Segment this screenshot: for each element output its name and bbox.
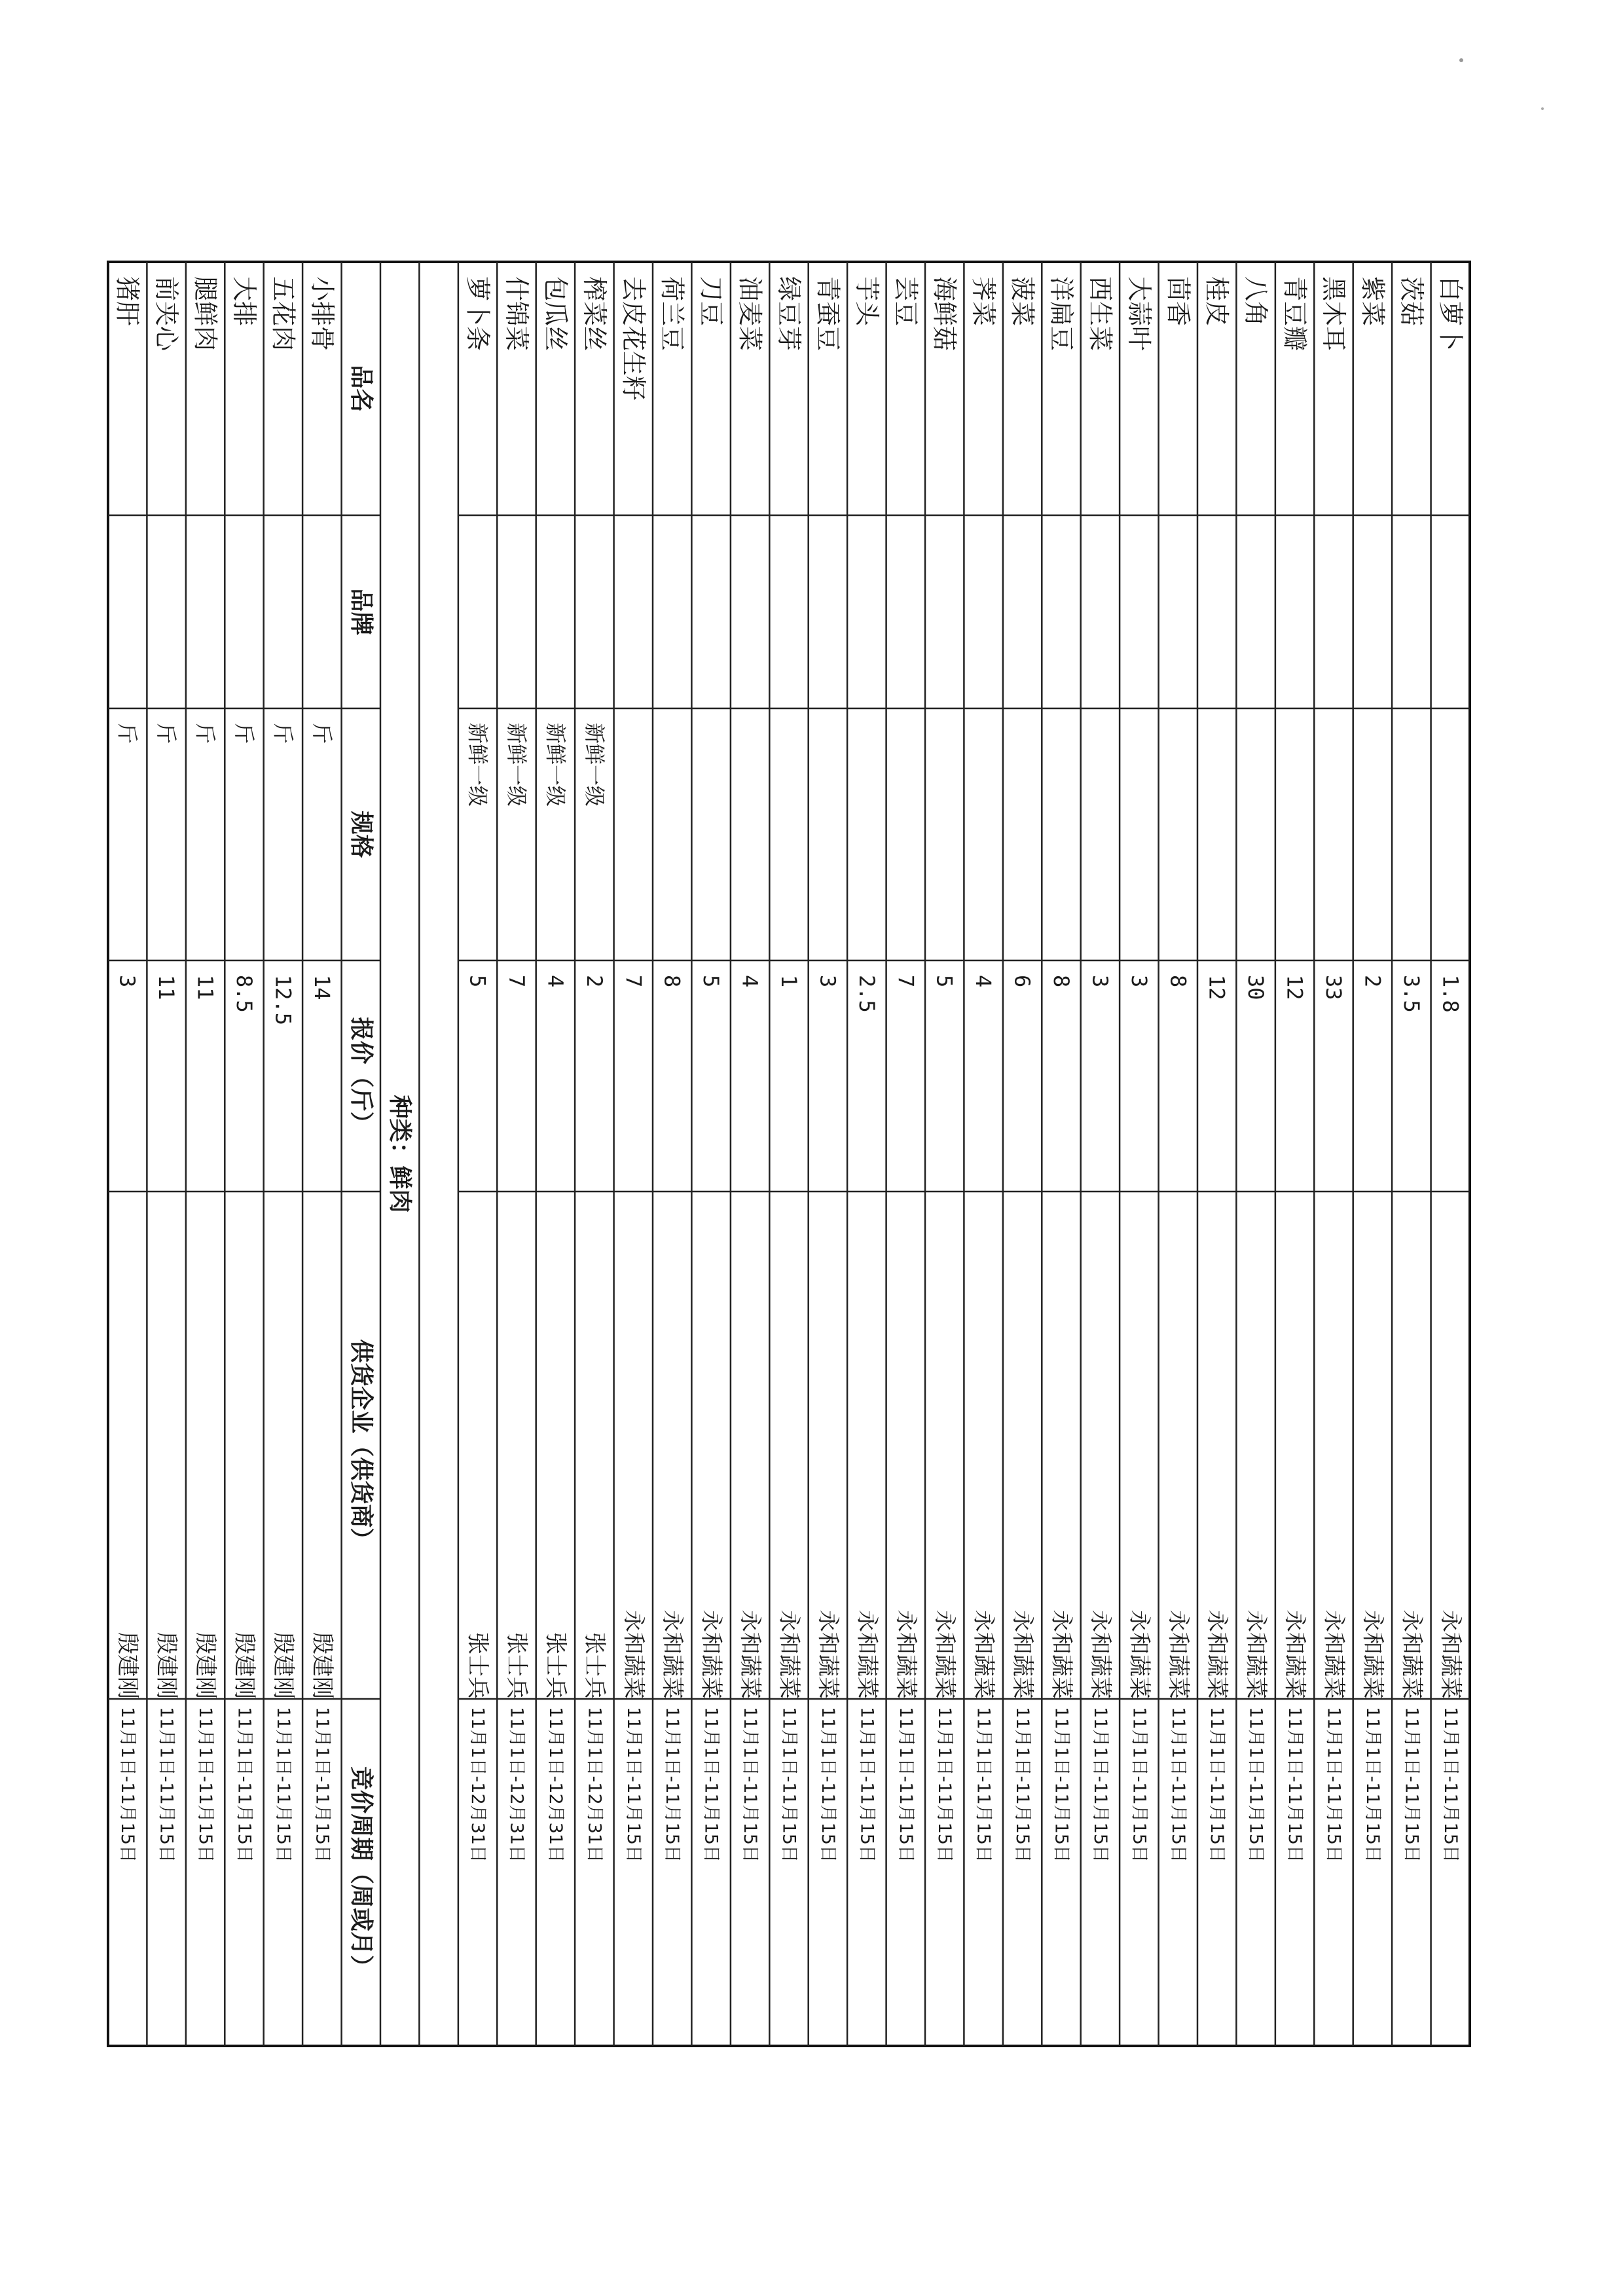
cell-name: 前夹心 [152, 276, 181, 352]
cell-name: 白萝卜 [1436, 276, 1465, 352]
cell-spec: 斤 [192, 723, 218, 744]
cell-price: 4 [971, 975, 996, 988]
cell-name: 黑木耳 [1319, 276, 1348, 352]
header-name: 品名 [347, 365, 374, 412]
cell-price: 2.5 [854, 975, 879, 1013]
cell-period: 11月1日-11月15日 [195, 1707, 216, 1863]
cell-supplier: 永和蔬菜 [1359, 1610, 1386, 1699]
cell-price: 7 [621, 975, 646, 988]
cell-name: 海鲜菇 [930, 276, 959, 352]
cell-supplier: 永和蔬菜 [1048, 1610, 1074, 1699]
cell-price: 33 [1321, 975, 1346, 1000]
cell-name: 大排 [230, 276, 259, 327]
cell-supplier: 永和蔬菜 [698, 1610, 725, 1699]
cell-price: 12 [1282, 975, 1307, 1000]
cell-name: 刀豆 [697, 276, 726, 327]
cell-name: 八角 [1241, 276, 1271, 327]
cell-supplier: 永和蔬菜 [1243, 1610, 1269, 1699]
scan-speck [1541, 107, 1544, 110]
cell-name: 腿鲜肉 [191, 276, 220, 352]
cell-price: 8 [659, 975, 685, 988]
cell-spec: 斤 [115, 723, 140, 744]
cell-name: 洋扁豆 [1047, 276, 1076, 352]
cell-supplier: 张士兵 [581, 1632, 608, 1699]
cell-price: 12.5 [270, 975, 296, 1026]
scan-speck [1459, 58, 1463, 62]
cell-price: 30 [1243, 975, 1269, 1000]
cell-name: 紫菜 [1358, 276, 1387, 327]
cell-period: 11月1日-11月15日 [1323, 1707, 1344, 1863]
cell-supplier: 永和蔬菜 [737, 1610, 763, 1699]
cell-name: 西生菜 [1085, 276, 1115, 352]
cell-period: 11月1日-11月15日 [117, 1707, 138, 1863]
cell-name: 什锦菜 [502, 276, 531, 352]
cell-period: 11月1日-11月15日 [662, 1707, 683, 1863]
cell-supplier: 永和蔬菜 [853, 1610, 880, 1699]
cell-spec: 新鲜一级 [543, 723, 568, 807]
cell-price: 4 [543, 975, 568, 988]
cell-period: 11月1日-11月15日 [1401, 1707, 1422, 1863]
cell-supplier: 永和蔬菜 [1398, 1610, 1425, 1699]
cell-name: 菠菜 [1008, 276, 1037, 327]
cell-price: 11 [192, 975, 218, 1000]
cell-supplier: 永和蔬菜 [970, 1610, 997, 1699]
cell-price: 4 [737, 975, 763, 988]
cell-price: 8 [1049, 975, 1074, 988]
cell-supplier: 永和蔬菜 [931, 1610, 958, 1699]
cell-period: 11月1日-11月15日 [272, 1707, 293, 1863]
cell-name: 青蚕豆 [813, 276, 843, 352]
cell-name: 荠菜 [969, 276, 998, 327]
cell-period: 11月1日-11月15日 [973, 1707, 994, 1863]
cell-price: 5 [699, 975, 724, 988]
header-spec: 规格 [347, 811, 374, 858]
cell-name: 去皮花生籽 [619, 276, 648, 401]
cell-supplier: 永和蔬菜 [1321, 1610, 1347, 1699]
cell-period: 11月1日-11月15日 [623, 1707, 644, 1863]
cell-price: 5 [932, 975, 957, 988]
cell-spec: 斤 [154, 723, 179, 744]
cell-period: 11月1日-11月15日 [1285, 1707, 1305, 1863]
cell-spec: 新鲜一级 [581, 723, 607, 807]
cell-name: 茨菇 [1396, 276, 1426, 327]
cell-period: 11月1日-11月15日 [1051, 1707, 1072, 1863]
cell-price: 7 [504, 975, 529, 988]
cell-period: 11月1日-11月15日 [934, 1707, 955, 1863]
cell-supplier: 永和蔬菜 [1009, 1610, 1036, 1699]
cell-name: 青豆瓣 [1280, 276, 1309, 352]
cell-name: 油麦菜 [735, 276, 765, 352]
header-supplier: 供货企业（供货商） [347, 1339, 374, 1552]
cell-price: 1.8 [1438, 975, 1463, 1013]
cell-period: 11月1日-11月15日 [701, 1707, 721, 1863]
cell-supplier: 永和蔬菜 [776, 1610, 802, 1699]
cell-supplier: 张士兵 [542, 1632, 569, 1699]
cell-supplier: 永和蔬菜 [659, 1610, 685, 1699]
cell-price: 3 [815, 975, 841, 988]
cell-spec: 斤 [232, 723, 257, 744]
cell-name: 芸豆 [891, 276, 921, 327]
cell-supplier: 永和蔬菜 [620, 1610, 647, 1699]
cell-price: 3 [115, 975, 140, 988]
cell-price: 2 [1360, 975, 1385, 988]
cell-price: 3.5 [1398, 975, 1424, 1013]
header-brand: 品牌 [347, 588, 374, 636]
cell-name: 包瓜丝 [541, 276, 570, 352]
cell-period: 11月1日-11月15日 [234, 1707, 255, 1863]
cell-period: 11月1日-11月15日 [740, 1707, 761, 1863]
cell-period: 11月1日-11月15日 [778, 1707, 799, 1863]
cell-period: 11月1日-11月15日 [817, 1707, 838, 1863]
cell-period: 11月1日-11月15日 [1089, 1707, 1110, 1863]
cell-supplier: 永和蔬菜 [1165, 1610, 1192, 1699]
cell-period: 11月1日-11月15日 [312, 1707, 333, 1863]
cell-price: 8.5 [232, 975, 257, 1013]
cell-period: 11月1日-12月31日 [584, 1707, 605, 1863]
cell-price: 3 [1087, 975, 1113, 988]
cell-price: 14 [309, 975, 335, 1000]
cell-period: 11月1日-11月15日 [1440, 1707, 1461, 1863]
cell-name: 榨菜丝 [579, 276, 609, 352]
cell-spec: 斤 [270, 723, 296, 744]
cell-price: 5 [465, 975, 490, 988]
cell-supplier: 殷建刚 [308, 1632, 335, 1699]
cell-supplier: 殷建刚 [192, 1632, 219, 1699]
cell-spec: 新鲜一级 [504, 723, 529, 807]
cell-supplier: 殷建刚 [153, 1632, 180, 1699]
cell-name: 大蒜叶 [1124, 276, 1154, 352]
cell-period: 11月1日-11月15日 [1245, 1707, 1266, 1863]
cell-name: 绿豆芽 [775, 276, 803, 352]
cell-period: 11月1日-11月15日 [1167, 1707, 1188, 1863]
header-period: 竞价周期（周或月） [347, 1766, 374, 1979]
cell-price: 12 [1204, 975, 1230, 1000]
cell-spec: 新鲜一级 [465, 723, 490, 807]
cell-supplier: 永和蔬菜 [1203, 1610, 1230, 1699]
cell-period: 11月1日-11月15日 [856, 1707, 877, 1863]
cell-price: 3 [1126, 975, 1152, 988]
cell-supplier: 殷建刚 [270, 1632, 297, 1699]
cell-period: 11月1日-11月15日 [1207, 1707, 1228, 1863]
cell-name: 萝卜条 [463, 276, 492, 352]
cell-period: 11月1日-11月15日 [1129, 1707, 1150, 1863]
cell-period: 11月1日-12月31日 [467, 1707, 488, 1863]
cell-supplier: 永和蔬菜 [1125, 1610, 1152, 1699]
cell-spec: 斤 [309, 723, 335, 744]
cell-price: 7 [893, 975, 919, 988]
cell-supplier: 张士兵 [503, 1632, 530, 1699]
category-label: 种类：鲜肉 [386, 1095, 414, 1213]
cell-name: 五花肉 [268, 276, 298, 352]
cell-price: 2 [581, 975, 607, 988]
cell-supplier: 永和蔬菜 [1087, 1610, 1114, 1699]
cell-supplier: 张士兵 [464, 1632, 491, 1699]
cell-supplier: 永和蔬菜 [892, 1610, 919, 1699]
cell-period: 11月1日-11月15日 [895, 1707, 916, 1863]
cell-price: 8 [1165, 975, 1191, 988]
cell-supplier: 永和蔬菜 [1437, 1610, 1464, 1699]
cell-price: 11 [154, 975, 179, 1000]
cell-period: 11月1日-11月15日 [156, 1707, 177, 1863]
cell-supplier: 永和蔬菜 [814, 1610, 841, 1699]
cell-period: 11月1日-11月15日 [1362, 1707, 1383, 1863]
cell-name: 桂皮 [1202, 276, 1231, 327]
cell-name: 芋头 [852, 276, 881, 327]
cell-name: 茴香 [1163, 276, 1193, 327]
cell-supplier: 永和蔬菜 [1281, 1610, 1308, 1699]
cell-period: 11月1日-12月31日 [506, 1707, 527, 1863]
cell-supplier: 殷建刚 [114, 1632, 141, 1699]
cell-name: 猪肝 [113, 276, 142, 327]
cell-name: 荷兰豆 [657, 276, 687, 352]
cell-period: 11月1日-12月31日 [545, 1707, 566, 1863]
header-price: 报价（斤） [347, 1017, 374, 1135]
cell-price: 1 [776, 975, 801, 988]
cell-period: 11月1日-11月15日 [1012, 1707, 1033, 1863]
cell-supplier: 殷建刚 [231, 1632, 257, 1699]
cell-price: 6 [1010, 975, 1035, 988]
cell-name: 小排骨 [307, 276, 337, 352]
